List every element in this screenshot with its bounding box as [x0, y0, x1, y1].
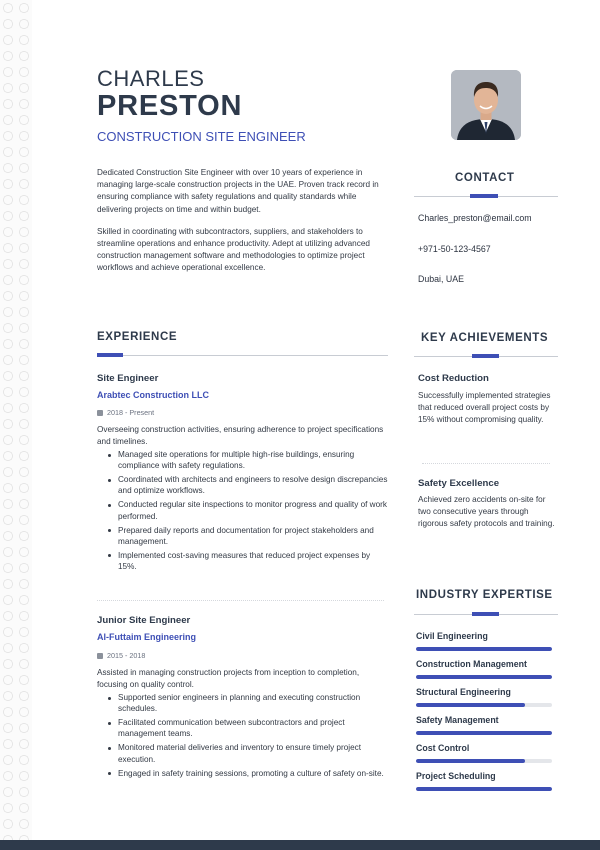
job-bullet: Facilitated communication between subcontractors and project management teams. [108, 717, 390, 740]
summary-paragraph: Dedicated Construction Site Engineer with over 10 years of experience in managing large-scale construction projects in the UAE. Proven track record in ensuring compliance with safety regulations and quality standards while delivering projects on time and within budget. [97, 168, 379, 214]
skill-name: Civil Engineering [416, 631, 488, 641]
job-bullet: Conducted regular site inspections to monitor progress and quality of work performed. [108, 499, 390, 522]
decorative-pattern-strip [0, 0, 32, 850]
job-bullet: Supported senior engineers in planning and executing construction schedules. [108, 692, 390, 715]
job-separator [97, 600, 384, 601]
job-dates-text: 2018 - Present [107, 408, 155, 417]
achievement-description: Successfully implemented strategies that reduced overall project costs by 15% without compromising quality. [418, 391, 551, 424]
skill-name: Structural Engineering [416, 687, 511, 697]
job-bullet: Implemented cost-saving measures that reduced project expenses by 15%. [108, 550, 390, 573]
skill-bar [416, 675, 552, 679]
achievements-accent [472, 354, 499, 358]
contact-heading: CONTACT [455, 172, 515, 184]
job-bullets [108, 692, 390, 781]
experience-accent [97, 353, 123, 357]
job-role: Junior Site Engineer [97, 615, 191, 626]
summary-paragraph: Skilled in coordinating with subcontractors, suppliers, and stakeholders to streamline operations and enhance productivity. Adept at utilizing advanced construction management software and methodologies to optimize project workflows and achieve operational excellence. [97, 226, 370, 273]
summary [97, 167, 389, 285]
skill-fill [416, 787, 552, 791]
skill-fill [416, 675, 552, 679]
skill-name: Cost Control [416, 743, 470, 753]
contact-accent [470, 194, 498, 198]
job-bullet: Managed site operations for multiple high-rise buildings, ensuring compliance with safety regulations. [108, 449, 390, 472]
job-company: Arabtec Construction LLC [97, 390, 210, 400]
expertise-accent [472, 612, 499, 616]
footer-bar [0, 840, 600, 850]
calendar-icon [97, 653, 103, 659]
achievements-heading: KEY ACHIEVEMENTS [421, 332, 549, 344]
expertise-heading: INDUSTRY EXPERTISE [416, 589, 553, 601]
job-role: Site Engineer [97, 373, 159, 384]
skill-name: Safety Management [416, 715, 499, 725]
job-bullet: Prepared daily reports and documentation for project stakeholders and management. [108, 525, 390, 548]
skill-bar [416, 787, 552, 791]
job-bullet: Engaged in safety training sessions, promoting a culture of safety on-site. [108, 768, 390, 779]
experience-heading: EXPERIENCE [97, 331, 178, 343]
achievement-title: Safety Excellence [418, 478, 500, 489]
skill-fill [416, 759, 525, 763]
skill-name: Construction Management [416, 659, 527, 669]
skill-bar [416, 647, 552, 651]
contact-location: Dubai, UAE [418, 274, 464, 284]
last-name: PRESTON [97, 90, 243, 122]
skill-fill [416, 731, 552, 735]
job-description: Assisted in managing construction projects from inception to completion, focusing on quality control. [97, 668, 360, 689]
skill-name: Project Scheduling [416, 771, 496, 781]
job-bullet: Coordinated with architects and engineers to resolve design discrepancies and optimize workflows. [108, 474, 390, 497]
job-title: CONSTRUCTION SITE ENGINEER [97, 129, 306, 144]
profile-photo [451, 70, 521, 140]
skill-bar [416, 759, 552, 763]
job-company: Al-Futtaim Engineering [97, 632, 196, 642]
achievement-separator [422, 463, 550, 464]
skill-fill [416, 647, 552, 651]
job-dates [97, 408, 154, 417]
contact-email[interactable]: Charles_preston@email.com [418, 213, 532, 223]
job-bullet: Monitored material deliveries and inventory to ensure timely project execution. [108, 742, 390, 765]
job-bullets [108, 449, 390, 575]
calendar-icon [97, 410, 103, 416]
job-description: Overseeing construction activities, ensuring adherence to project specifications and timelines. [97, 425, 384, 446]
job-dates [97, 651, 145, 660]
skill-fill [416, 703, 525, 707]
contact-phone[interactable]: +971-50-123-4567 [418, 244, 491, 254]
skill-bar [416, 703, 552, 707]
skill-bar [416, 731, 552, 735]
achievement-description: Achieved zero accidents on-site for two consecutive years through rigorous safety protocols and training. [418, 495, 555, 528]
job-dates-text: 2015 - 2018 [107, 651, 146, 660]
first-name: CHARLES [97, 66, 205, 91]
achievement-title: Cost Reduction [418, 373, 489, 384]
experience-divider [97, 355, 388, 356]
